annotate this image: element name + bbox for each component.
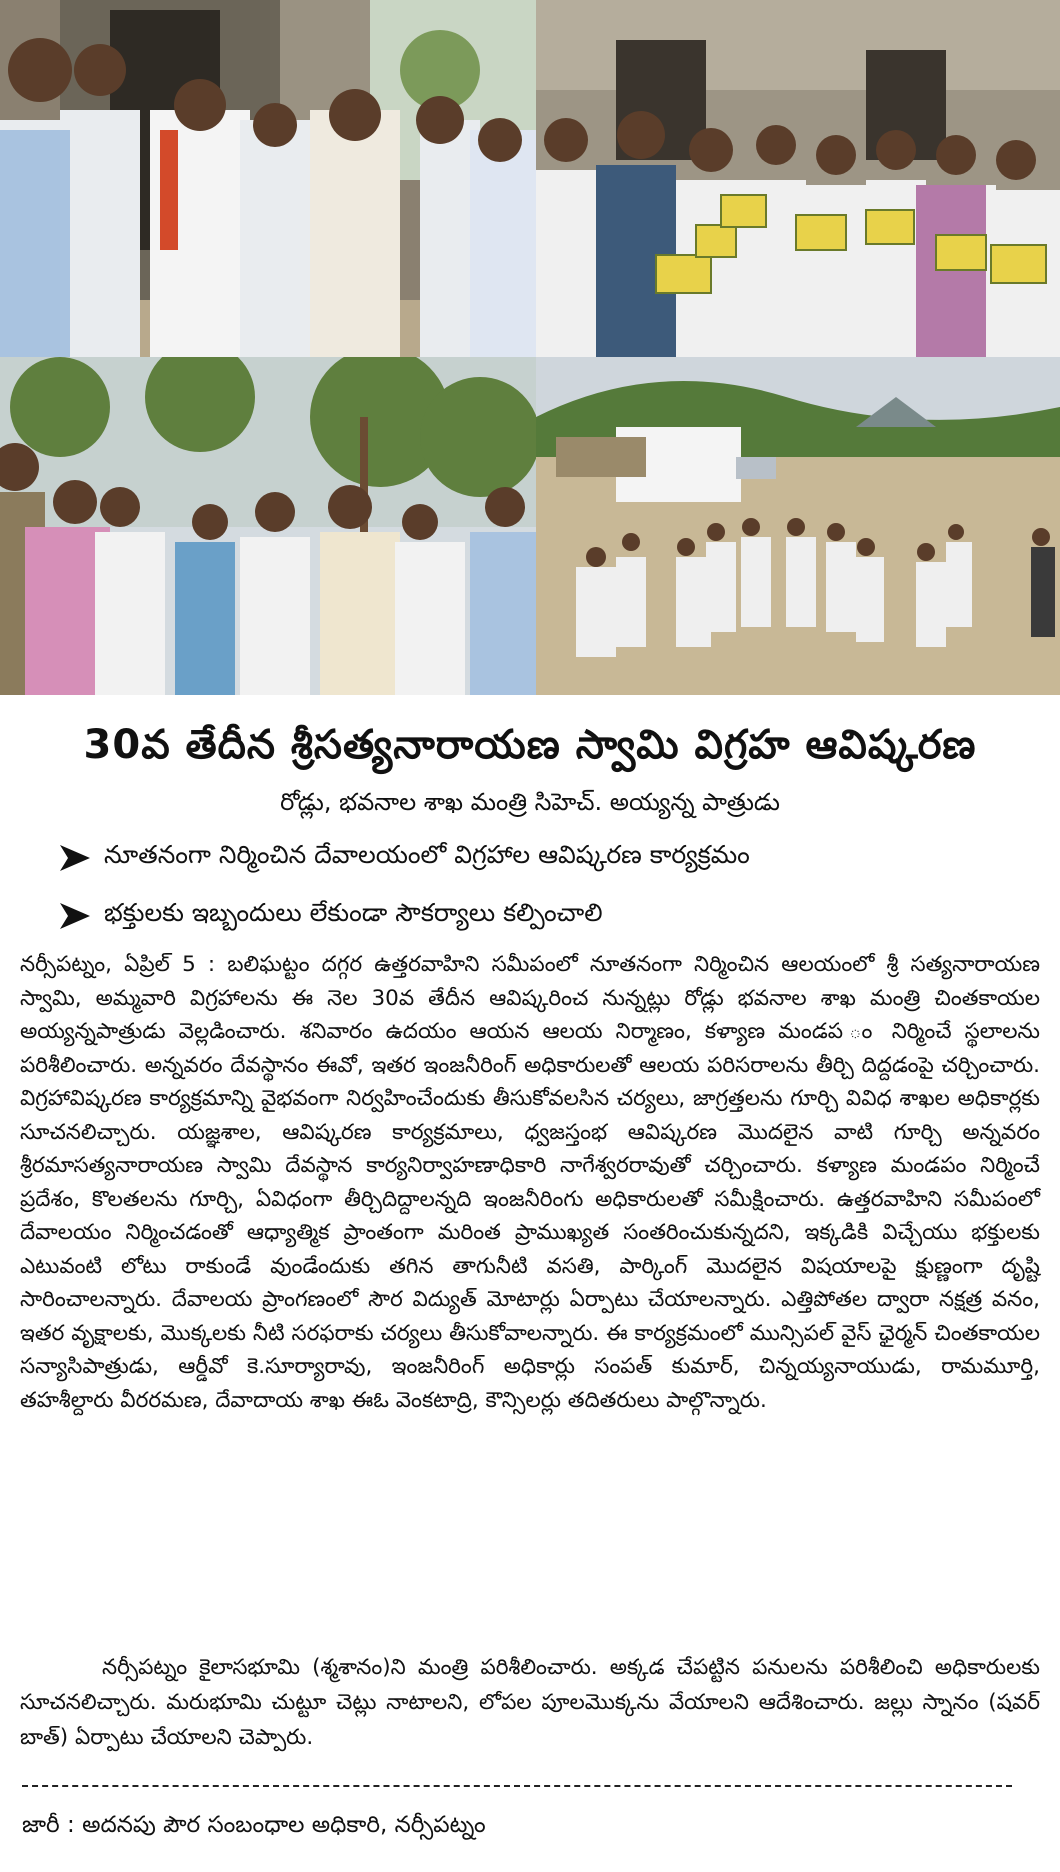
issuer-footer: జారీ : అదనపు పౌర సంబంధాల అధికారి, నర్సీపట్నం: [22, 1812, 486, 1838]
bullet-text: నూతనంగా నిర్మించిన దేవాలయంలో విగ్రహాల ఆవిష్కరణ కార్యక్రమం: [104, 840, 750, 869]
article-title: 30వ తేదీన శ్రీసత్యనారాయణ స్వామి విగ్రహ ఆవిష్కరణ: [83, 722, 977, 768]
photo-officials-posters: [536, 0, 1060, 357]
photo-site-inspection: [536, 357, 1060, 695]
article-paragraph-2: నర్సీపట్నం కైలాసభూమి (శ్మశానం)ని మంత్రి పరిశీలించారు. అక్కడ చేపట్టిన పనులను పరిశీలించి అధికారులకు సూచనలిచ్చారు. మరుభూమి చుట్టూ చెట్లు నాటాలని, లోపల పూలమొక్కను వేయాలని ఆదేశించారు. జల్లు స్నానం (షవర్ బాత్) ఏర్పాటు చేయాలని చెప్పారు.: [20, 1655, 1040, 1750]
bullet-item: [58, 898, 603, 934]
bullet-text: భక్తులకు ఇబ్బందులు లేకుండా సౌకర్యాలు కల్పించాలి: [104, 898, 603, 927]
photo-temple-doorway: [0, 0, 536, 357]
article-body: నర్సీపట్నం, ఏప్రిల్ 5 : బలిఘట్టం దగ్గర ఉత్తరవాహిని సమీపంలో నూతనంగా నిర్మించిన ఆలయంలో శ్రీ సత్యనారాయణ స్వామి, అమ్మవారి విగ్రహాలను ఈ నెల 30వ తేదీన ఆవిష్కరించ నున్నట్లు రోడ్లు భవనాల శాఖ మంత్రి చింతకాయల అయ్యన్నపాత్రుడు వెల్లడించారు. శనివారం ఉదయం ఆయన ఆలయ నిర్మాణం, కళ్యాణ మండప ం నిర్మించే స్థలాలను పరిశీలించారు. అన్నవరం దేవస్థానం ఈవో, ఇతర ఇంజనీరింగ్ అధికారులతో ఆలయ పరిసరాలను తీర్చి దిద్దడంపై చర్చించారు. విగ్రహావిష్కరణ కార్యక్రమాన్ని వైభవంగా నిర్వహించేందుకు తీసుకోవలసిన చర్యలు, జాగ్రత్తలను గూర్చి వివిధ శాఖల అధికార్లకు సూచనలిచ్చారు. యజ్ఞశాల, ఆవిష్కరణ కార్యక్రమాలు, ధ్వజస్తంభ ఆవిష్కరణ మొదలైన వాటి గూర్చి అన్నవరం శ్రీరమాసత్యనారాయణ స్వామి దేవస్థాన కార్యనిర్వాహణాధికారి నాగేశ్వరరావుతో చర్చించారు. కళ్యాణ మండపం నిర్మించే ప్రదేశం, కొలతలను గూర్చి, ఏవిధంగా తీర్చిదిద్దాలన్నది ఇంజనీరింగు అధికారులతో సమీక్షించారు. ఉత్తరవాహిని సమీపంలో దేవాలయం నిర్మించడంతో ఆధ్యాత్మిక ప్రాంతంగా మరింత ప్రాముఖ్యత సంతరించుకున్నదని, ఇక్కడికి విచ్చేయు భక్తులకు ఎటువంటి లోటు రాకుండే వుండేందుకు తగిన తాగునీటి వసతి, పార్కింగ్ మొదలైన విషయాలపై క్షుణ్ణంగా దృష్టి సారించాలన్నారు. దేవాలయ ప్రాంగణంలో సౌర విద్యుత్ మోటార్లు ఏర్పాటు చేయాలన్నారు. ఎత్తిపోతల ద్వారా నక్షత్ర వనం, ఇతర వృక్షాలకు, మొక్కలకు నీటి సరఫరాకు చర్యలు తీసుకోవాలన్నారు. ఈ కార్యక్రమంలో మున్సిపల్ వైస్ ఛైర్మన్ చింతకాయల సన్యాసిపాత్రుడు, ఆర్డీవో కె.సూర్యారావు, ఇంజనీరింగ్ అధికార్లు సంపత్ కుమార్, చిన్నయ్యనాయుడు, రామమూర్తి, తహశీల్దారు వీరరమణ, దేవాదాయ శాఖ ఈఓ వెంకటాద్రి, కౌన్సిలర్లు తదితరులు పాల్గొన్నారు.: [20, 952, 1040, 1413]
dashed-separator: [22, 1785, 1012, 1787]
arrow-bullet-icon: [58, 901, 92, 931]
bullet-item: [58, 840, 750, 876]
arrow-bullet-icon: [58, 843, 92, 873]
article-subtitle: రోడ్లు, భవనాల శాఖ మంత్రి సిహెచ్. అయ్యన్న పాత్రుడు: [280, 788, 780, 816]
photo-officials-trees: [0, 357, 536, 695]
photo-collage: [0, 0, 1060, 695]
